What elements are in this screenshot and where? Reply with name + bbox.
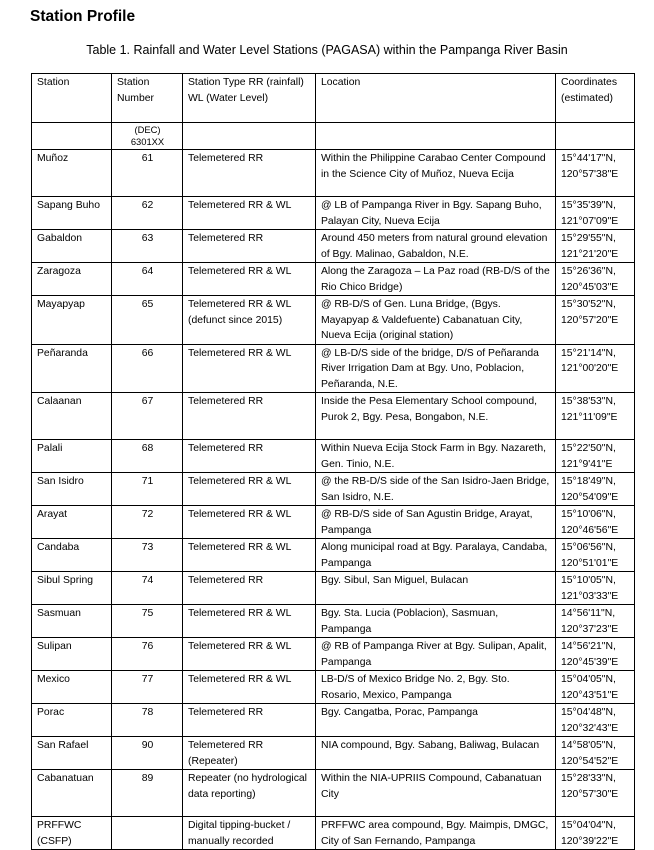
stations-table [31,73,635,850]
station-location: Bgy. Sta. Lucia (Poblacion), Sasmuan, Pampanga [316,605,556,638]
station-number: 78 [112,704,183,737]
table-header-row [32,74,635,123]
table-row [32,572,635,605]
station-name: Peñaranda [32,344,112,393]
station-name: Arayat [32,506,112,539]
table-row [32,296,635,345]
table-row [32,539,635,572]
code-row [32,123,635,150]
station-coordinates: 15°06'56"N, 120°51'01"E [556,539,635,572]
station-type: Telemetered RR & WL [183,473,316,506]
station-name: Mayapyap [32,296,112,345]
header-coordinates: Coordinates (estimated) [556,74,635,123]
station-name: San Isidro [32,473,112,506]
station-location: Bgy. Sibul, San Miguel, Bulacan [316,572,556,605]
station-number: 65 [112,296,183,345]
station-number: 71 [112,473,183,506]
station-coordinates: 15°21'14"N, 121°00'20"E [556,344,635,393]
station-name: Palali [32,440,112,473]
table-row [32,197,635,230]
station-name: Zaragoza [32,263,112,296]
station-coordinates: 15°10'05"N, 121°03'33"E [556,572,635,605]
station-number: 66 [112,344,183,393]
station-coordinates: 15°29'55"N, 121°21'20"E [556,230,635,263]
station-type: Telemetered RR & WL [183,263,316,296]
station-location: Along municipal road at Bgy. Paralaya, Candaba, Pampanga [316,539,556,572]
station-name: Gabaldon [32,230,112,263]
station-type: Telemetered RR & WL [183,197,316,230]
station-type: Telemetered RR & WL (defunct since 2015) [183,296,316,345]
station-number: 61 [112,150,183,197]
station-coordinates: 15°28'33"N, 120°57'30"E [556,770,635,817]
station-number: 68 [112,440,183,473]
station-number: 62 [112,197,183,230]
station-number: 90 [112,737,183,770]
station-number: 75 [112,605,183,638]
table-row [32,704,635,737]
station-type: Repeater (no hydrological data reporting) [183,770,316,817]
station-number: 72 [112,506,183,539]
station-location: @ the RB-D/S side of the San Isidro-Jaen Bridge, San Isidro, N.E. [316,473,556,506]
station-type: Telemetered RR & WL [183,344,316,393]
table-caption: Table 1. Rainfall and Water Level Stations (PAGASA) within the Pampanga River Basin [86,43,568,57]
table-row [32,638,635,671]
station-coordinates: 14°56'21"N, 120°45'39"E [556,638,635,671]
station-coordinates: 15°04'05"N, 120°43'51"E [556,671,635,704]
table-row [32,150,635,197]
station-type: Telemetered RR & WL [183,605,316,638]
station-coordinates: 15°22'50"N, 121°9'41"E [556,440,635,473]
station-location: @ RB of Pampanga River at Bgy. Sulipan, Apalit, Pampanga [316,638,556,671]
station-number: 63 [112,230,183,263]
station-type: Telemetered RR [183,572,316,605]
station-location: @ LB of Pampanga River in Bgy. Sapang Buho, Palayan City, Nueva Ecija [316,197,556,230]
station-number: 89 [112,770,183,817]
station-name: Sibul Spring [32,572,112,605]
station-name: San Rafael [32,737,112,770]
station-type: Telemetered RR & WL [183,539,316,572]
table-row [32,671,635,704]
station-number: 77 [112,671,183,704]
station-location: NIA compound, Bgy. Sabang, Baliwag, Bulacan [316,737,556,770]
station-name: Calaanan [32,393,112,440]
table-row [32,344,635,393]
station-name: Porac [32,704,112,737]
table-row [32,737,635,770]
station-type: Telemetered RR (Repeater) [183,737,316,770]
station-number: 74 [112,572,183,605]
station-location: @ RB-D/S side of San Agustin Bridge, Arayat, Pampanga [316,506,556,539]
station-coordinates: 15°30'52"N, 120°57'20"E [556,296,635,345]
station-number: 73 [112,539,183,572]
station-type: Telemetered RR [183,230,316,263]
station-type: Digital tipping-bucket / manually recorded [183,817,316,850]
station-type: Telemetered RR [183,393,316,440]
table-row [32,440,635,473]
station-location: PRFFWC area compound, Bgy. Maimpis, DMGC, City of San Fernando, Pampanga [316,817,556,850]
station-coordinates: 14°56'11"N, 120°37'23"E [556,605,635,638]
station-type: Telemetered RR [183,440,316,473]
station-location: Within Nueva Ecija Stock Farm in Bgy. Nazareth, Gen. Tinio, N.E. [316,440,556,473]
station-name: Muñoz [32,150,112,197]
station-type: Telemetered RR [183,704,316,737]
dec-code: (DEC) 6301XX [112,123,183,150]
station-location: @ RB-D/S of Gen. Luna Bridge, (Bgys. Mayapyap & Valdefuente) Cabanatuan City, Nueva Ecija (original station) [316,296,556,345]
table-row [32,263,635,296]
station-number: 64 [112,263,183,296]
table-row [32,770,635,817]
station-location: LB-D/S of Mexico Bridge No. 2, Bgy. Sto. Rosario, Mexico, Pampanga [316,671,556,704]
station-location: Inside the Pesa Elementary School compound, Purok 2, Bgy. Pesa, Bongabon, N.E. [316,393,556,440]
station-coordinates: 15°10'06"N, 120°46'56"E [556,506,635,539]
station-location: @ LB-D/S side of the bridge, D/S of Peñaranda River Irrigation Dam at Bgy. Uno, Poblacion, Peñaranda, N.E. [316,344,556,393]
table-row [32,605,635,638]
station-name: Cabanatuan [32,770,112,817]
table-row [32,506,635,539]
station-number: 67 [112,393,183,440]
station-type: Telemetered RR & WL [183,638,316,671]
station-location: Within the NIA-UPRIIS Compound, Cabanatuan City [316,770,556,817]
station-name: Sapang Buho [32,197,112,230]
station-coordinates: 15°04'48"N, 120°32'43"E [556,704,635,737]
table-row [32,393,635,440]
station-type: Telemetered RR & WL [183,671,316,704]
header-station: Station [32,74,112,123]
header-station-number: Station Number [112,74,183,123]
station-number [112,817,183,850]
table-row [32,473,635,506]
station-location: Around 450 meters from natural ground elevation of Bgy. Malinao, Gabaldon, N.E. [316,230,556,263]
header-station-type: Station Type RR (rainfall) WL (Water Level) [183,74,316,123]
station-coordinates: 15°38'53"N, 121°11'09"E [556,393,635,440]
station-coordinates: 15°35'39"N, 121°07'09"E [556,197,635,230]
table-row [32,230,635,263]
station-coordinates: 15°44'17"N, 120°57'38"E [556,150,635,197]
station-coordinates: 14°58'05"N, 120°54'52"E [556,737,635,770]
station-coordinates: 15°04'04"N, 120°39'22"E [556,817,635,850]
table-row [32,817,635,850]
header-location: Location [316,74,556,123]
station-location: Bgy. Cangatba, Porac, Pampanga [316,704,556,737]
station-name: PRFFWC (CSFP) [32,817,112,850]
station-name: Sasmuan [32,605,112,638]
station-coordinates: 15°26'36"N, 120°45'03"E [556,263,635,296]
station-type: Telemetered RR [183,150,316,197]
station-type: Telemetered RR & WL [183,506,316,539]
station-number: 76 [112,638,183,671]
station-location: Along the Zaragoza – La Paz road (RB-D/S of the Rio Chico Bridge) [316,263,556,296]
station-name: Mexico [32,671,112,704]
station-name: Candaba [32,539,112,572]
section-heading: Station Profile [30,8,136,25]
station-location: Within the Philippine Carabao Center Compound in the Science City of Muñoz, Nueva Ecija [316,150,556,197]
station-coordinates: 15°18'49"N, 120°54'09"E [556,473,635,506]
station-name: Sulipan [32,638,112,671]
